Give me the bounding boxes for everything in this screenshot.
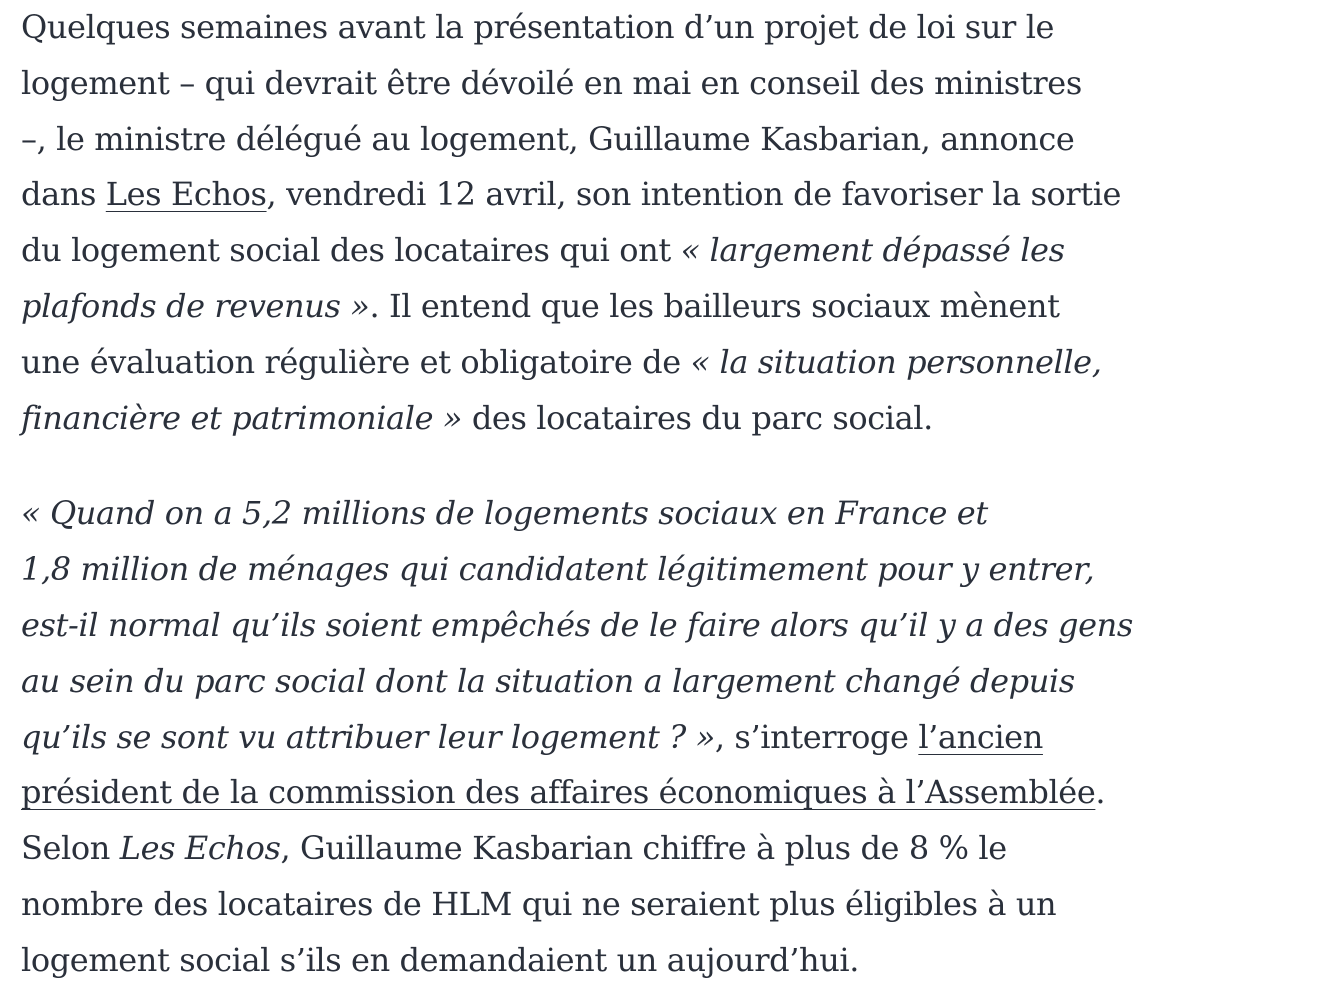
text-span: . Il entend que les bailleurs sociaux mènent: [369, 286, 1060, 325]
quote-text: est-il normal qu’ils soient empêchés de le faire alors qu’il y a des gens: [21, 605, 1133, 644]
text-line: [21, 765, 1131, 821]
text-span: dans: [21, 175, 106, 214]
text-line: [21, 335, 1131, 391]
text-line: [21, 598, 1131, 654]
text-span: , vendredi 12 avril, son intention de favoriser la sortie: [266, 175, 1122, 214]
former-president-link[interactable]: l’ancien: [918, 717, 1043, 756]
text-span: logement social s’ils en demandaient un aujourd’hui.: [21, 940, 860, 979]
text-span: une évaluation régulière et obligatoire de: [21, 342, 691, 381]
text-span: nombre des locataires de HLM qui ne seraient plus éligibles à un: [21, 884, 1057, 923]
text-span: , s’interroge: [714, 717, 919, 756]
publication-name: Les Echos: [119, 829, 281, 868]
quote-text: « largement dépassé les: [680, 231, 1065, 270]
text-span: .: [1095, 773, 1106, 812]
former-president-link-continued[interactable]: président de la commission des affaires économiques à l’Assemblée: [21, 773, 1096, 812]
text-line: [21, 223, 1131, 279]
text-line: [21, 56, 1131, 112]
quote-text: « la situation personnelle,: [690, 342, 1102, 381]
quote-text: qu’ils se sont vu attribuer leur logement ? »: [21, 717, 715, 756]
quote-text: « Quand on a 5,2 millions de logements sociaux en France et: [21, 494, 988, 533]
text-line: [21, 0, 1131, 56]
text-span: –, le ministre délégué au logement, Guillaume Kasbarian, annonce: [21, 119, 1075, 158]
les-echos-link[interactable]: Les Echos: [105, 175, 267, 214]
text-line: [21, 542, 1131, 598]
text-span: , Guillaume Kasbarian chiffre à plus de 8 % le: [280, 829, 1007, 868]
text-line: [21, 279, 1131, 335]
text-line: [21, 167, 1131, 223]
text-line: [21, 933, 1131, 989]
paragraph-1: [21, 0, 1131, 446]
text-span: logement – qui devrait être dévoilé en mai en conseil des ministres: [21, 63, 1082, 102]
quote-text: financière et patrimoniale »: [21, 398, 463, 437]
text-span: Quelques semaines avant la présentation d’un projet de loi sur le: [21, 8, 1055, 46]
text-line: [21, 877, 1131, 933]
text-line: [21, 821, 1131, 877]
quote-text: 1,8 million de ménages qui candidatent légitimement pour y entrer,: [21, 550, 1095, 589]
paragraph-2: [21, 486, 1131, 988]
text-line: [21, 654, 1131, 710]
text-span: Selon: [21, 829, 120, 868]
text-line: [21, 112, 1131, 168]
text-span: des locataires du parc social.: [462, 398, 933, 437]
article-body: [21, 0, 1131, 989]
quote-text: au sein du parc social dont la situation a largement changé depuis: [21, 661, 1075, 700]
text-span: du logement social des locataires qui ont: [21, 231, 681, 270]
text-line: [21, 486, 1131, 542]
quote-text: plafonds de revenus »: [21, 286, 370, 325]
text-line: [21, 710, 1131, 766]
paragraph-spacer: [21, 446, 1131, 486]
text-line: [21, 391, 1131, 447]
